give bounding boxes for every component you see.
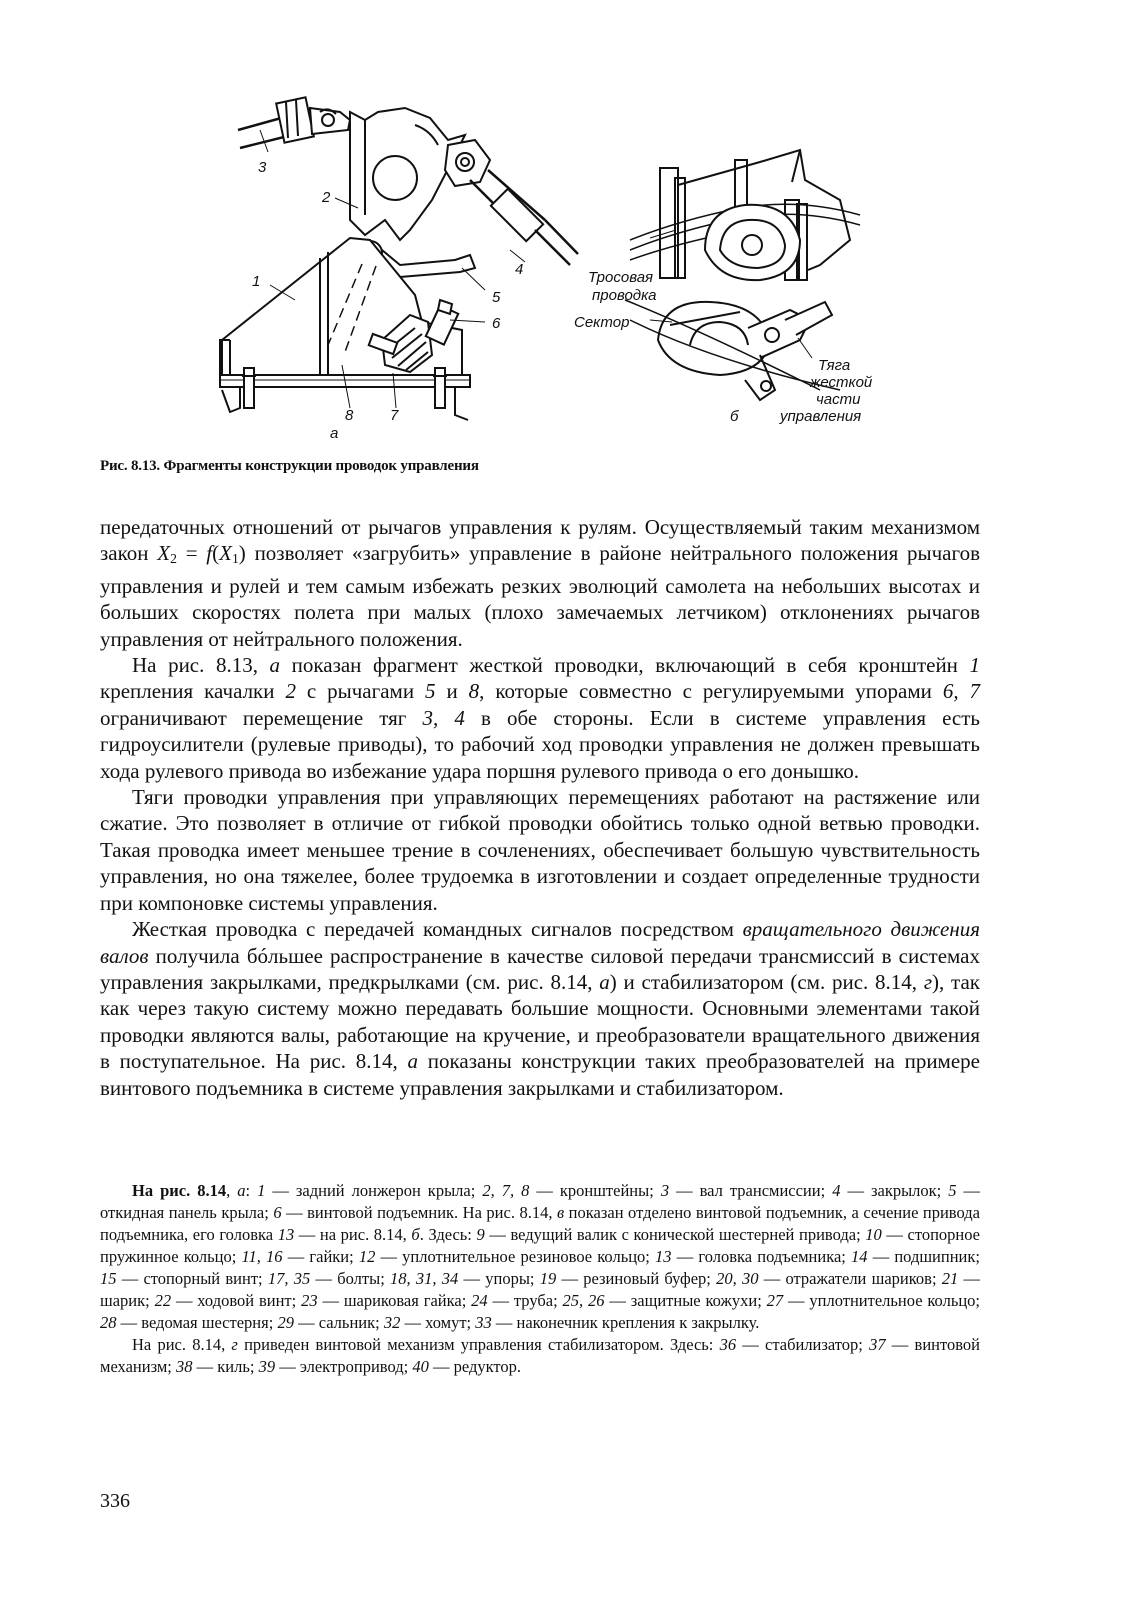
legend-number: 15 bbox=[100, 1269, 117, 1288]
legend-number: 37 bbox=[869, 1335, 886, 1354]
paragraph-2: На рис. 8.13, а показан фрагмент жесткой проводки, включающий в себя кронштейн 1 крепления качалки 2 с рычагами 5 и 8, которые совместно с регулируемыми упорами 6, 7 ограничивают перемещение тяг 3, 4 в обе стороны. Если в системе управления есть гидроусилители (рулевые приводы), то рабочий ход проводки управления не должен превышать хода рулевого привода во избежание удара поршня рулевого привода о его донышко. bbox=[100, 653, 981, 783]
label-part-6: 6 bbox=[492, 315, 501, 332]
legend-number: 18, 31, 34 bbox=[390, 1269, 459, 1288]
legend-text: — винтовой механизм; bbox=[100, 1335, 980, 1376]
figure-8-13 bbox=[200, 90, 920, 450]
label-sector: Сектор bbox=[574, 314, 630, 331]
legend-text: — болты; bbox=[310, 1269, 391, 1288]
label-rod-line1: Тяга bbox=[818, 357, 851, 374]
legend-number: 23 bbox=[301, 1291, 318, 1310]
label-cable-line2: проводка bbox=[592, 287, 657, 304]
legend-number: 20, 30 bbox=[716, 1269, 759, 1288]
legend-text: — ходовой винт; bbox=[171, 1291, 302, 1310]
label-part-8: 8 bbox=[345, 407, 354, 424]
legend-number: 24 bbox=[471, 1291, 488, 1310]
formula: $X_2 = f(X_1)$ bbox=[157, 541, 246, 567]
legend-text: — гайки; bbox=[282, 1247, 359, 1266]
legend-text: — винтовой подъемник. На рис. 8.14, bbox=[281, 1203, 557, 1222]
label-sub-a: а bbox=[330, 425, 339, 442]
legend-text: — электропривод; bbox=[275, 1357, 413, 1376]
legend-text: — труба; bbox=[487, 1291, 563, 1310]
legend-number: в bbox=[557, 1203, 565, 1222]
legend-number: 11, 16 bbox=[241, 1247, 283, 1266]
label-part-4: 4 bbox=[515, 261, 524, 278]
legend-text: — шарик; bbox=[100, 1269, 981, 1310]
legend-text: — стопорный винт; bbox=[116, 1269, 268, 1288]
legend-text: — уплотнительное кольцо; bbox=[783, 1291, 981, 1310]
label-cable-line1: Тросовая bbox=[588, 269, 654, 286]
legend-number: 21 bbox=[941, 1269, 959, 1288]
legend-number: 14 bbox=[851, 1247, 868, 1266]
body-text bbox=[100, 514, 980, 1101]
legend-number: 27 bbox=[766, 1291, 784, 1310]
legend-text: — киль; bbox=[192, 1357, 259, 1376]
legend-number: 6 bbox=[273, 1203, 282, 1222]
label-rod-line4: управления bbox=[780, 408, 862, 425]
legend-number: 4 bbox=[832, 1181, 841, 1200]
legend-text: — уплотнительное резиновое кольцо; bbox=[375, 1247, 656, 1266]
label-rod-line2: жесткой bbox=[810, 374, 873, 391]
legend-text: — защитные кожухи; bbox=[604, 1291, 767, 1310]
legend-number: 28 bbox=[100, 1313, 117, 1332]
legend-number: 13 bbox=[277, 1225, 295, 1244]
label-part-3: 3 bbox=[258, 159, 267, 176]
legend-number: 12 bbox=[358, 1247, 376, 1266]
drawing-part-a bbox=[220, 97, 578, 420]
legend-text: — упоры; bbox=[458, 1269, 540, 1288]
label-part-5: 5 bbox=[492, 289, 501, 306]
legend-text: — отражатели шариков; bbox=[758, 1269, 942, 1288]
legend-text: — подшипник; bbox=[867, 1247, 980, 1266]
legend-text: — шариковая гайка; bbox=[317, 1291, 472, 1310]
page-number: 336 bbox=[100, 1490, 130, 1512]
legend-text: — наконечник крепления к закрылку. bbox=[491, 1313, 760, 1332]
legend-number: 22 bbox=[154, 1291, 172, 1310]
paragraph-3: Тяги проводки управления при управляющих перемещениях работают на растяжение или сжатие. Это позволяет в отличие от гибкой проводки обойтись только одной ветвью проводки. Такая проводка имеет меньшее трение в сочленениях, обеспечивает большую чувствительность управления, но она тяжелее, более трудоемка в изготовлении и создает определенные трудности при компоновке системы управления. bbox=[100, 785, 980, 915]
label-rod-line3: части bbox=[816, 391, 861, 408]
legend-text: . Здесь: bbox=[419, 1225, 477, 1244]
legend-text: — на рис. 8.14, bbox=[294, 1225, 412, 1244]
legend-number: 10 bbox=[865, 1225, 882, 1244]
legend-text: — стопорное пружинное кольцо; bbox=[100, 1225, 981, 1266]
figure-legend-notes bbox=[100, 1180, 980, 1378]
legend-number: 2, 7, 8 bbox=[482, 1181, 530, 1200]
legend-text: — ведущий валик с конической шестерней привода; bbox=[484, 1225, 866, 1244]
legend-number: 33 bbox=[475, 1313, 492, 1332]
legend-text: — откидная панель крыла; bbox=[100, 1181, 981, 1222]
legend-text: — задний лонжерон крыла; bbox=[265, 1181, 483, 1200]
legend-number: 1 bbox=[257, 1181, 266, 1200]
legend-number: 17, 35 bbox=[267, 1269, 311, 1288]
legend-number: 36 bbox=[719, 1335, 737, 1354]
legend-text: — хомут; bbox=[400, 1313, 476, 1332]
label-part-7: 7 bbox=[390, 407, 399, 424]
legend-number: б bbox=[411, 1225, 420, 1244]
legend-number: 25, 26 bbox=[562, 1291, 605, 1310]
label-part-2: 2 bbox=[322, 189, 331, 206]
legend-number: 29 bbox=[277, 1313, 294, 1332]
legend-text: — редуктор. bbox=[428, 1357, 522, 1376]
legend-text: — сальник; bbox=[293, 1313, 384, 1332]
legend-text: — ведомая шестерня; bbox=[116, 1313, 278, 1332]
paragraph-4: Жесткая проводка с передачей командных сигналов посредством вращательного движения валов получила бóльшее распространение в качестве силовой передачи трансмиссий в системах управления закрылками, предкрылками (см. рис. 8.14, а) и стабилизатором (см. рис. 8.14, г), так как через такую систему можно передавать большие мощности. Основными элементами такой проводки являются валы, работающие на кручение, и преобразователи вращательного движения в поступательное. На рис. 8.14, а показаны конструкции таких преобразователей на примере винтового подъемника в системе управления закрылками и стабилизатором. bbox=[100, 917, 980, 1100]
legend-number: 19 bbox=[539, 1269, 557, 1288]
legend-text: — головка подъемника; bbox=[671, 1247, 852, 1266]
legend-number: 5 bbox=[948, 1181, 957, 1200]
legend-number: 9 bbox=[476, 1225, 485, 1244]
figure-drawing bbox=[200, 90, 920, 450]
legend-text: — стабилизатор; bbox=[736, 1335, 870, 1354]
label-part-1: 1 bbox=[252, 273, 261, 290]
legend-number: 32 bbox=[383, 1313, 401, 1332]
legend-text: показан отделено винтовой подъемник, а сечение привода подъемника, его головка bbox=[100, 1203, 980, 1244]
notes-paragraph-1: На рис. 8.14, а: 1 — задний лонжерон крыла; 2, 7, 8 — кронштейны; 3 — вал трансмиссии; 4 — закрылок; 5 — откидная панель крыла; 6 — винтовой подъемник. На рис. 8.14, в показан отделено винтовой подъемник, а сечение привода подъемника, его головка 13 — на рис. 8.14, б. Здесь: 9 — ведущий валик с конической шестерней привода; 10 — стопорное пружинное кольцо; 11, 16 — гайки; 12 — уплотнительное резиновое кольцо; 13 — головка подъемника; 14 — подшипник; 15 — стопорный винт; 17, 35 — болты; 18, 31, 34 — упоры; 19 — резиновый буфер; 20, 30 — отражатели шариков; 21 — шарик; 22 — ходовой винт; 23 — шариковая гайка; 24 — труба; 25, 26 — защитные кожухи; 27 — уплотнительное кольцо; 28 — ведомая шестерня; 29 — сальник; 32 — хомут; 33 — наконечник крепления к закрылку. bbox=[100, 1181, 981, 1332]
legend-text: — закрылок; bbox=[840, 1181, 949, 1200]
legend-number: 40 bbox=[412, 1357, 429, 1376]
legend-number: 38 bbox=[176, 1357, 193, 1376]
label-sub-b: б bbox=[730, 408, 739, 425]
legend-text: — вал трансмиссии; bbox=[669, 1181, 833, 1200]
notes-paragraph-2: На рис. 8.14, г приведен винтовой механизм управления стабилизатором. Здесь: 36 — стабилизатор; 37 — винтовой механизм; 38 — киль; 39 — электропривод; 40 — редуктор. bbox=[100, 1335, 980, 1376]
legend-number: 39 bbox=[258, 1357, 276, 1376]
legend-number: 3 bbox=[660, 1181, 670, 1200]
paragraph-1: передаточных отношений от рычагов управления к рулям. Осуществляемый таким механизмом закон $X_2 = f(X_1)$ позволяет «загрубить» управление в районе нейтрального положения рычагов управления и рулей и тем самым избежать резких эволюций самолета на небольших высотах и больших скоростях полета при малых (плохо замечаемых летчиком) отклонениях рычагов управления от нейтрального положения. bbox=[100, 515, 980, 651]
legend-text: — резиновый буфер; bbox=[556, 1269, 717, 1288]
legend-text: — кронштейны; bbox=[529, 1181, 661, 1200]
legend-number: 13 bbox=[655, 1247, 672, 1266]
figure-caption: Рис. 8.13. Фрагменты конструкции проводок управления bbox=[100, 458, 479, 474]
